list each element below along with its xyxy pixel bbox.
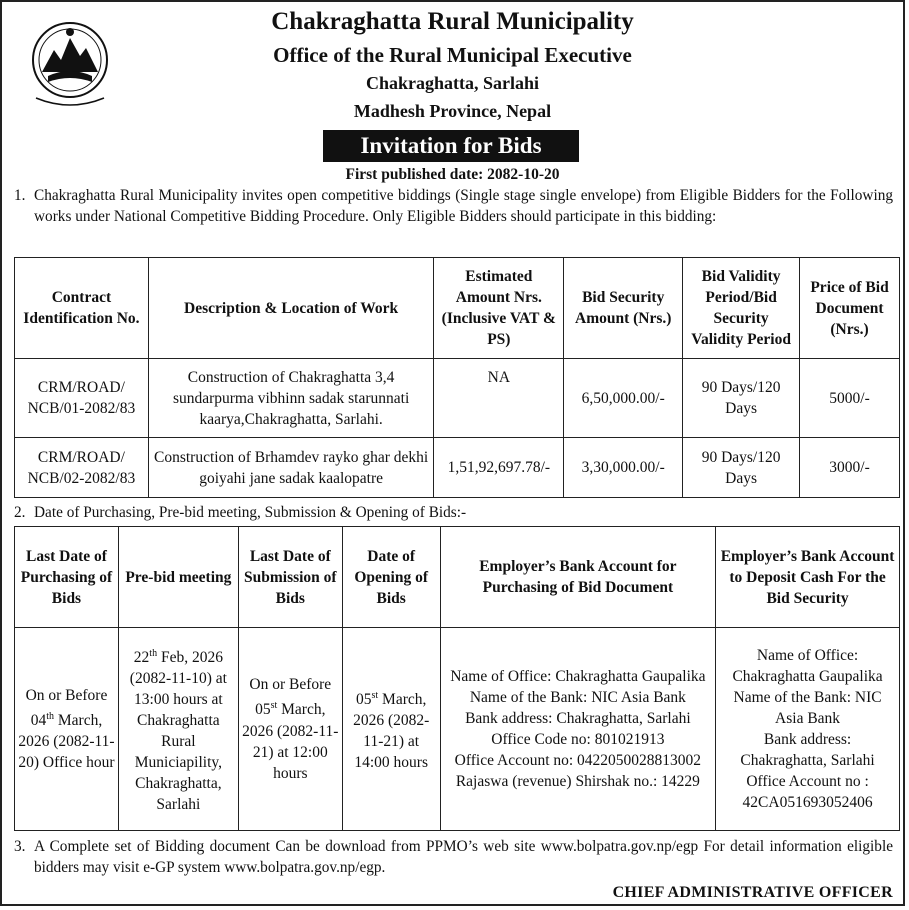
office-name: Office of the Rural Municipal Executive bbox=[273, 43, 632, 67]
bank-line: Office Code no: 801021913 bbox=[491, 731, 665, 748]
col-header-last-purchase: Last Date of Purchasing of Bids bbox=[15, 527, 119, 628]
contract-id-cell: CRM/ROAD/ NCB/02-2082/83 bbox=[15, 438, 149, 498]
notice-title: Invitation for Bids bbox=[323, 130, 579, 162]
col-header-description: Description & Location of Work bbox=[148, 258, 434, 359]
office-location: Chakraghatta, Sarlahi bbox=[365, 73, 540, 93]
table-row bbox=[15, 359, 900, 438]
paragraph-text: A Complete set of Bidding document Can be download from PPMO’s web site www.bolpatra.gov.np/egp For detail information eligible bidders may visit e-GP system www.bolpatra.gov.np/egp. bbox=[34, 838, 893, 876]
bank-purchase-cell bbox=[440, 628, 716, 831]
estimated-cell: 1,51,92,697.78/- bbox=[434, 438, 564, 498]
paragraph-number: 2. bbox=[14, 504, 26, 521]
table-row bbox=[15, 438, 900, 498]
schedule-table bbox=[14, 526, 900, 831]
col-header-last-submission: Last Date of Submission of Bids bbox=[238, 527, 342, 628]
col-header-price: Price of Bid Document (Nrs.) bbox=[800, 258, 900, 359]
paragraph-number: 3. bbox=[14, 838, 26, 855]
paragraph-text: Chakraghatta Rural Municipality invites open competitive biddings (Single stage single envelope) from Eligible Bidders for the Following works under National Competitive Bidding Procedure. Only Eligible Bidders should participate in this bidding: bbox=[34, 187, 893, 225]
validity-cell: 90 Days/120 Days bbox=[683, 359, 800, 438]
signature-block: CHIEF ADMINISTRATIVE OFFICER bbox=[612, 884, 893, 901]
col-header-bank-deposit: Employer’s Bank Account to Deposit Cash For the Bid Security bbox=[716, 527, 900, 628]
bid-security-cell: 6,50,000.00/- bbox=[564, 359, 683, 438]
bank-line: Name of the Bank: NIC Asia Bank bbox=[733, 689, 882, 727]
col-header-contract-id: Contract Identification No. bbox=[15, 258, 149, 359]
col-header-bank-purchase: Employer’s Bank Account for Purchasing of Bid Document bbox=[440, 527, 716, 628]
bid-security-cell: 3,30,000.00/- bbox=[564, 438, 683, 498]
prebid-cell: 22th Feb, 2026 (2082-11-10) at 13:00 hours at Chakraghatta Rural Municiapility, Chakraghatta, Sarlahi bbox=[118, 628, 238, 831]
col-header-opening: Date of Opening of Bids bbox=[342, 527, 440, 628]
col-header-prebid: Pre-bid meeting bbox=[118, 527, 238, 628]
bank-line: Name of Office: Chakraghatta Gaupalika bbox=[732, 647, 883, 685]
bank-line: Bank address: Chakraghatta, Sarlahi bbox=[740, 731, 875, 769]
bank-line: Name of Office: Chakraghatta Gaupalika bbox=[450, 668, 706, 685]
municipality-name: Chakraghatta Rural Municipality bbox=[271, 8, 634, 35]
paragraph-1 bbox=[14, 185, 893, 227]
price-cell: 3000/- bbox=[800, 438, 900, 498]
published-date: First published date: 2082-10-20 bbox=[345, 166, 560, 183]
province: Madhesh Province, Nepal bbox=[353, 101, 552, 121]
col-header-validity: Bid Validity Period/Bid Security Validity Period bbox=[683, 258, 800, 359]
works-table bbox=[14, 257, 900, 498]
bank-deposit-cell bbox=[716, 628, 900, 831]
col-header-bid-security: Bid Security Amount (Nrs.) bbox=[564, 258, 683, 359]
validity-cell: 90 Days/120 Days bbox=[683, 438, 800, 498]
bank-line: Name of the Bank: NIC Asia Bank bbox=[469, 689, 686, 706]
paragraph-3 bbox=[14, 836, 893, 878]
bank-line: Office Account no: 0422050028813002 bbox=[454, 752, 702, 769]
price-cell: 5000/- bbox=[800, 359, 900, 438]
contract-id-cell: CRM/ROAD/ NCB/01-2082/83 bbox=[15, 359, 149, 438]
paragraph-text: Date of Purchasing, Pre-bid meeting, Submission & Opening of Bids:- bbox=[34, 504, 467, 521]
last-purchase-cell: On or Before 04th March, 2026 (2082-11-20) Office hour bbox=[15, 628, 119, 831]
col-header-estimated-amount: Estimated Amount Nrs. (Inclusive VAT & PS) bbox=[434, 258, 564, 359]
last-submission-cell: On or Before 05st March, 2026 (2082-11-21) at 12:00 hours bbox=[238, 628, 342, 831]
description-cell: Construction of Brhamdev rayko ghar dekhi goiyahi jane sadak kaalopatre bbox=[148, 438, 434, 498]
table-row bbox=[15, 628, 900, 831]
estimated-cell: NA bbox=[434, 359, 564, 438]
bank-line: Bank address: Chakraghatta, Sarlahi bbox=[465, 710, 691, 727]
bank-line: Rajaswa (revenue) Shirshak no.: 14229 bbox=[455, 773, 700, 790]
description-cell: Construction of Chakraghatta 3,4 sundarpurma vibhinn sadak starunnati kaarya,Chakraghatta, Sarlahi. bbox=[148, 359, 434, 438]
paragraph-number: 1. bbox=[14, 187, 26, 204]
opening-cell: 05st March, 2026 (2082-11-21) at 14:00 hours bbox=[342, 628, 440, 831]
paragraph-2 bbox=[14, 502, 893, 523]
bank-line: Office Account no : 42CA051693052406 bbox=[742, 773, 873, 811]
